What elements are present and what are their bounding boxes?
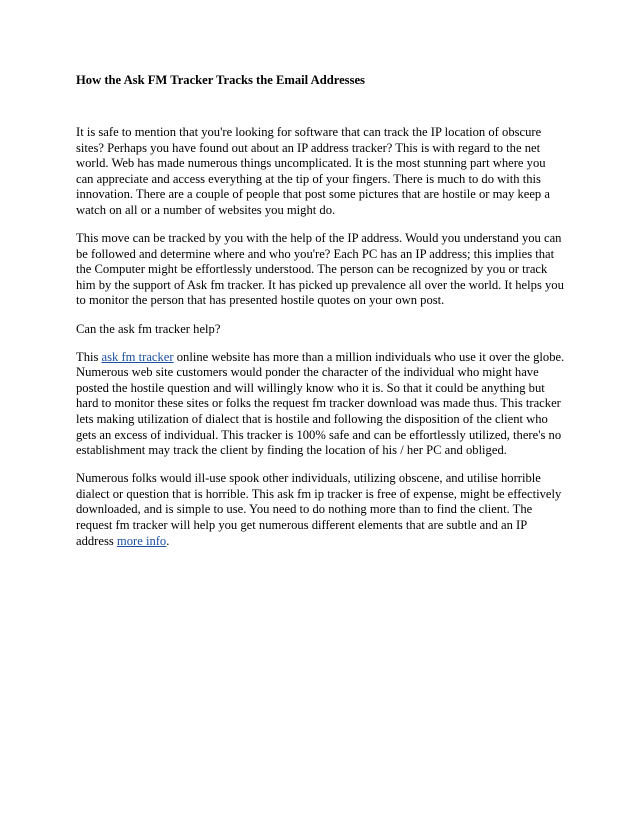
paragraph-1: It is safe to mention that you're looking for software that can track the IP location of obscure sites? Perhaps you have found out about an IP address tracker? This is with regard to the net world. Web has made numerous things uncomplicated. It is the most stunning part where you can appreciate and access everything at the tip of your fingers. There is much to do with this innovation. There are a couple of people that post some pictures that are hostile or may keep a watch on all or a number of websites you might do. bbox=[76, 125, 550, 217]
paragraph-3-question: Can the ask fm tracker help? bbox=[76, 321, 221, 336]
document-page bbox=[76, 72, 566, 562]
paragraph-5-text-end: . bbox=[166, 533, 170, 548]
paragraph-2: This move can be tracked by you with the help of the IP address. Would you understand you can be followed and determine where and who you're? Each PC has an IP address; this implies that the Computer might be effortlessly understood. The person can be recognized by you or track him by the support of Ask fm tracker. It has picked up prevalence all over the world. It helps you to monitor the person that has presented hostile quotes on your own post. bbox=[76, 231, 564, 308]
paragraph-4-text-end: online website has more than a million individuals who use it over the globe. Numerous web site customers would ponder the character of the individual who might have posted the hostile question and will willingly know who it is. So that it could be anything but hard to monitor these sites or folks the request fm tracker download was made thus. This tracker lets making utilization of dialect that is hostile and following the disposition of the client who gets an excess of individual. This tracker is 100% safe and can be effortlessly utilized, there's no establishment may track the client by finding the location of his / her PC and obliged. bbox=[76, 349, 565, 458]
paragraph-5-text-start: Numerous folks would ill-use spook other individuals, utilizing obscene, and utilise horrible dialect or question that is horrible. This ask fm ip tracker is free of expense, might be effectively downloaded, and is simple to use. You need to do nothing more than to find the client. The request fm tracker will help you get numerous different elements that are subtle and an IP address bbox=[76, 471, 562, 548]
document-title: How the Ask FM Tracker Tracks the Email Addresses bbox=[76, 73, 365, 87]
more-info-link[interactable]: more info bbox=[116, 533, 167, 548]
ask-fm-tracker-link[interactable]: ask fm tracker bbox=[101, 349, 174, 364]
paragraph-5 bbox=[76, 471, 566, 549]
paragraph-4-text-start: This bbox=[76, 349, 102, 364]
paragraph-4 bbox=[76, 350, 566, 459]
